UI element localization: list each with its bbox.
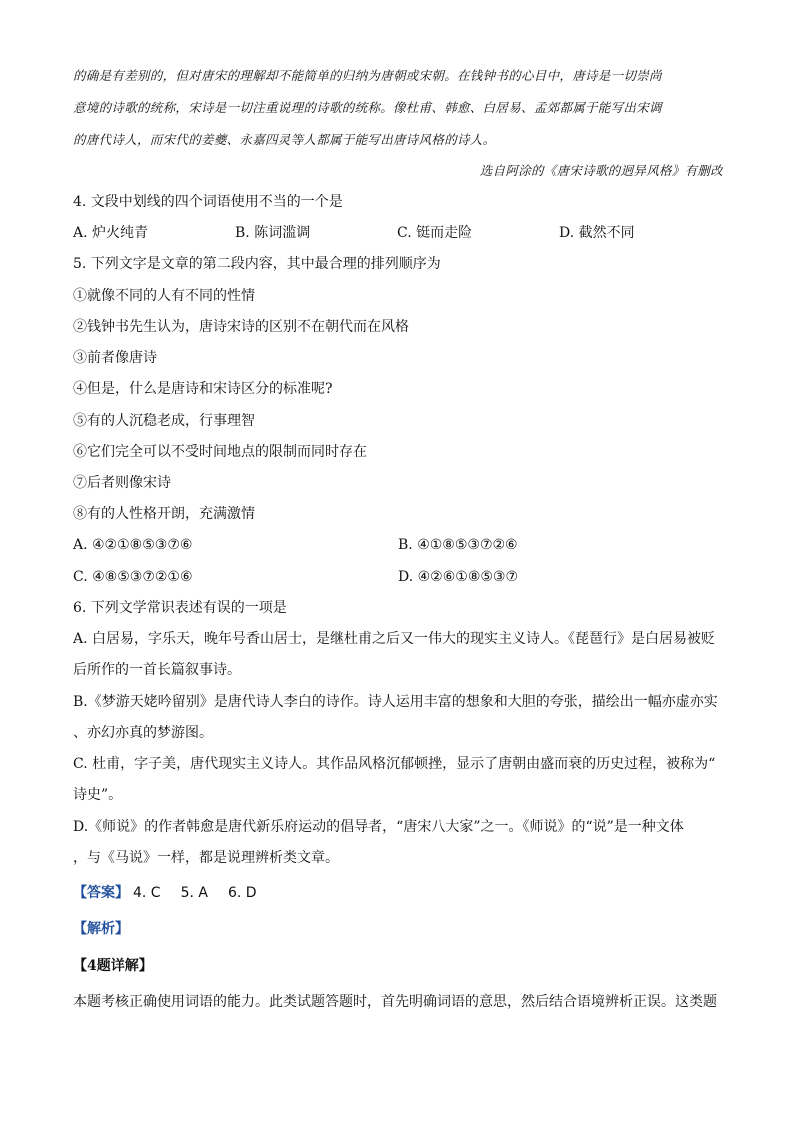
question-5-option-d: D. ④②⑥①⑧⑤③⑦ — [398, 569, 519, 585]
question-5-item-6: ⑥它们完全可以不受时间地点的限制而同时存在 — [73, 444, 367, 460]
question-5-item-4: ④但是，什么是唐诗和宋诗区分的标准呢? — [73, 381, 333, 397]
question-5-item-7: ⑦后者则像宋诗 — [73, 475, 171, 491]
question-4-option-b: B. 陈词滥调 — [235, 225, 311, 241]
answer-label: 【答案】 — [73, 885, 129, 901]
passage-source: 选自阿涂的《唐宋诗歌的迥异风格》有删改 — [479, 163, 723, 178]
question-5-item-2: ②钱钟书先生认为，唐诗宋诗的区别不在朝代而在风格 — [73, 319, 409, 335]
question-5-item-5: ⑤有的人沉稳老成，行事理智 — [73, 413, 255, 429]
question-6-option-a-line-1: A. 白居易，字乐天，晚年号香山居士，是继杜甫之后又一伟大的现实主义诗人。《琵琶行》是白居易被贬 — [73, 631, 716, 647]
question-5-option-a: A. ④②①⑧⑤③⑦⑥ — [73, 537, 193, 553]
question-5-item-3: ③前者像唐诗 — [73, 350, 157, 366]
question-6-option-a-line-2: 后所作的一首长篇叙事诗。 — [73, 662, 241, 678]
answer-value-6: 6. D — [227, 885, 257, 901]
question-5-option-b: B. ④①⑧⑤③⑦②⑥ — [398, 537, 518, 553]
question-5-options-row-2 — [73, 567, 723, 587]
question-4-options — [73, 223, 723, 243]
passage-line-2: 意境的诗歌的统称，宋诗是一切注重说理的诗歌的统称。像杜甫、韩愈、白居易、孟郊都属于能写出宋调 — [73, 100, 662, 115]
question-5-option-c: C. ④⑧⑤③⑦②①⑥ — [73, 569, 193, 585]
question-4-option-c: C. 铤而走险 — [397, 225, 473, 241]
question-4-option-a: A. 炉火纯青 — [73, 225, 149, 241]
question-5-options-row-1 — [73, 535, 723, 555]
question-5-item-8: ⑧有的人性格开朗，充满激情 — [73, 506, 255, 522]
question-6-option-c-line-2: 诗史”。 — [73, 787, 123, 803]
passage-line-3: 的唐代诗人，而宋代的姜夔、永嘉四灵等人都属于能写出唐诗风格的诗人。 — [73, 132, 496, 147]
answer-value-4: 4. C — [133, 885, 161, 901]
question-6-option-d-line-1: D.《师说》的作者韩愈是唐代新乐府运动的倡导者，“唐宋八大家”之一。《师说》的“说”是一种文体 — [73, 819, 684, 835]
passage-line-1: 的确是有差别的，但对唐宋的理解却不能简单的归纳为唐朝或宋朝。在钱钟书的心目中，唐诗是一切崇尚 — [73, 68, 662, 83]
analysis-text: 本题考核正确使用词语的能力。此类试题答题时，首先明确词语的意思，然后结合语境辨析正误。这类题 — [73, 994, 717, 1010]
question-5-stem: 5. 下列文字是文章的第二段内容，其中最合理的排列顺序为 — [73, 256, 441, 272]
question-6-option-c-line-1: C. 杜甫，字子美，唐代现实主义诗人。其作品风格沉郁顿挫，显示了唐朝由盛而衰的历史过程，被称为“ — [73, 756, 716, 772]
question-5-item-1: ①就像不同的人有不同的性情 — [73, 288, 255, 304]
analysis-sub-heading: 【4题详解】 — [73, 958, 153, 974]
answer-value-5: 5. A — [180, 885, 208, 901]
answer-row — [73, 883, 723, 903]
question-6-option-b-line-2: 、亦幻亦真的梦游图。 — [73, 725, 213, 741]
question-6-option-b-line-1: B.《梦游天姥吟留别》是唐代诗人李白的诗作。诗人运用丰富的想象和大胆的夸张，描绘出一幅亦虚亦实 — [73, 694, 718, 710]
question-4-stem: 4. 文段中划线的四个词语使用不当的一个是 — [73, 194, 343, 210]
analysis-label: 【解析】 — [73, 921, 129, 937]
question-6-stem: 6. 下列文学常识表述有误的一项是 — [73, 600, 287, 616]
question-4-option-d: D. 截然不同 — [559, 225, 635, 241]
question-6-option-d-line-2: ，与《马说》一样，都是说理辨析类文章。 — [73, 850, 339, 866]
